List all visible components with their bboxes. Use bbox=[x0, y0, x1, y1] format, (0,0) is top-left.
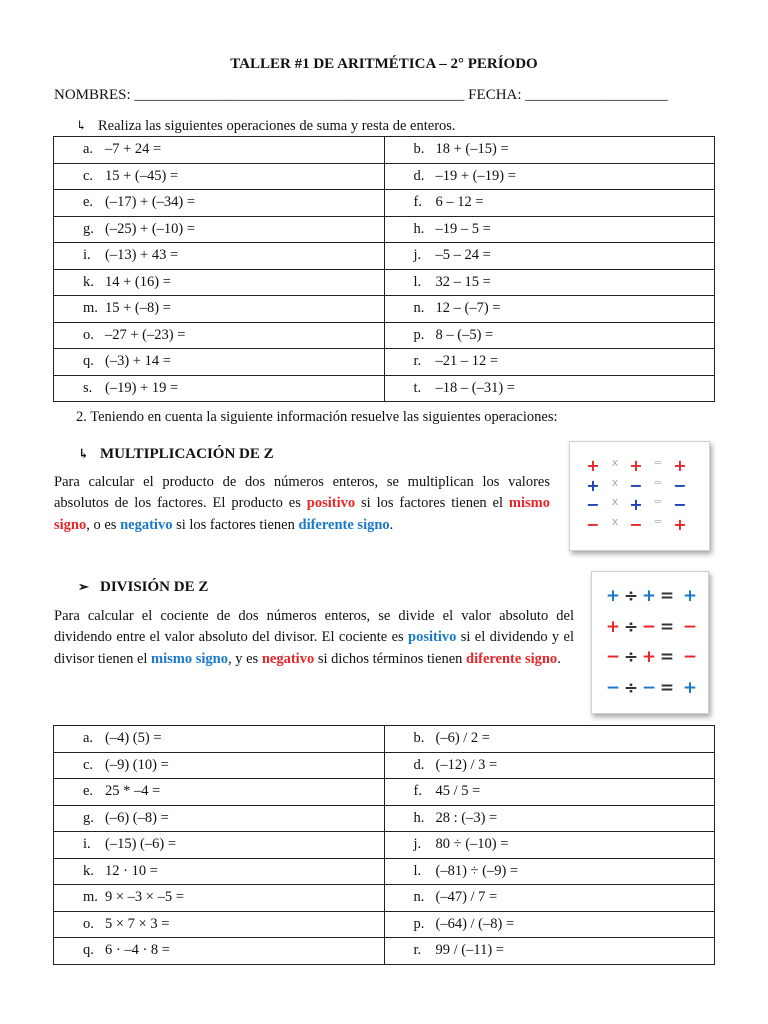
exercise-cell bbox=[54, 911, 385, 938]
exercise-cell bbox=[384, 858, 715, 885]
same-sign-word: mismo signo bbox=[151, 650, 228, 667]
text: Para calcular el cociente de dos números enteros, se divide el valor absoluto del dividendo entre el valor absoluto del divisor. El cociente es bbox=[54, 608, 574, 646]
exercise-cell bbox=[384, 726, 715, 753]
worksheet-title: TALLER #1 DE ARITMÉTICA – 2° PERÍODO bbox=[230, 56, 538, 72]
table-row bbox=[54, 349, 715, 376]
multiplication-heading bbox=[78, 446, 274, 463]
exercise-letter: p. bbox=[413, 915, 425, 932]
exercise-letter: d. bbox=[413, 167, 425, 184]
sign-rule-symbol: − bbox=[673, 475, 687, 495]
exercise-expression: 12 · 10 = bbox=[105, 862, 158, 879]
exercise-cell bbox=[54, 858, 385, 885]
exercise-cell bbox=[384, 269, 715, 296]
exercise-letter: s. bbox=[83, 379, 93, 396]
exercise-expression: 15 + (–8) = bbox=[105, 300, 171, 317]
exercise-cell bbox=[384, 349, 715, 376]
exercise-cell bbox=[384, 779, 715, 806]
exercise-cell bbox=[54, 938, 385, 965]
exercise-letter: b. bbox=[413, 730, 425, 747]
sign-rule-symbol: ÷ bbox=[623, 616, 639, 637]
table-row bbox=[54, 805, 715, 832]
exercise-expression: 45 / 5 = bbox=[435, 783, 481, 800]
exercise-letter: b. bbox=[413, 141, 425, 158]
arrow-bullet-icon: ➢ bbox=[78, 579, 89, 594]
exercise-cell bbox=[54, 216, 385, 243]
sign-rule-symbol: + bbox=[682, 677, 698, 698]
sign-rule-symbol: x bbox=[611, 456, 619, 469]
multiplication-paragraph bbox=[54, 472, 550, 536]
sign-rule-symbol: ÷ bbox=[623, 677, 639, 698]
exercise-letter: c. bbox=[83, 167, 94, 184]
exercise-letter: n. bbox=[413, 300, 425, 317]
exercise-cell bbox=[54, 375, 385, 402]
negative-word: negativo bbox=[120, 516, 173, 533]
division-title: DIVISIÓN DE Z bbox=[100, 579, 209, 595]
text: . bbox=[557, 650, 561, 667]
table-row bbox=[54, 296, 715, 323]
table-row bbox=[54, 726, 715, 753]
sign-rule-symbol: − bbox=[682, 647, 698, 667]
exercise-letter: a. bbox=[83, 141, 94, 158]
exercise-letter: q. bbox=[83, 942, 94, 959]
sign-rule-symbol: + bbox=[673, 514, 687, 534]
multiplication-title: MULTIPLICACIÓN DE Z bbox=[100, 446, 274, 462]
exercise-cell bbox=[54, 805, 385, 832]
exercise-expression: (–13) + 43 = bbox=[105, 247, 179, 264]
table-row bbox=[54, 885, 715, 912]
exercise-expression: (–3) + 14 = bbox=[105, 353, 171, 370]
table-row bbox=[54, 243, 715, 270]
table-row bbox=[54, 216, 715, 243]
sign-rule-symbol: + bbox=[605, 586, 621, 606]
text: . bbox=[389, 516, 394, 533]
exercise-cell bbox=[384, 885, 715, 912]
table-row bbox=[54, 779, 715, 806]
text: si los factores tienen bbox=[172, 516, 299, 533]
exercise-cell bbox=[384, 832, 715, 859]
exercise-cell bbox=[54, 322, 385, 349]
exercise-letter: r. bbox=[413, 942, 422, 959]
sign-rule-symbol: + bbox=[629, 495, 643, 514]
exercise-expression: 6 – 12 = bbox=[435, 194, 484, 211]
sign-rule-symbol: + bbox=[605, 616, 621, 637]
sign-rule-symbol: + bbox=[682, 586, 698, 606]
exercise-cell bbox=[384, 938, 715, 965]
exercise-letter: o. bbox=[83, 915, 94, 932]
exercise-expression: 32 – 15 = bbox=[435, 273, 491, 290]
sign-rule-symbol: − bbox=[682, 616, 698, 637]
exercise-letter: i. bbox=[83, 836, 91, 853]
exercise-expression: –7 + 24 = bbox=[105, 141, 162, 158]
exercise-letter: h. bbox=[413, 220, 425, 237]
exercise-expression: (–47) / 7 = bbox=[435, 889, 498, 906]
exercise-expression: (–17) + (–34) = bbox=[105, 194, 196, 211]
exercise-expression: (–6) / 2 = bbox=[435, 730, 490, 747]
sign-rule-symbol: − bbox=[629, 514, 643, 534]
sign-rule-symbol: − bbox=[605, 647, 621, 667]
exercise-letter: e. bbox=[83, 783, 94, 800]
sign-rule-symbol: + bbox=[586, 456, 600, 475]
division-paragraph bbox=[54, 606, 574, 670]
exercise-letter: f. bbox=[413, 194, 422, 211]
sign-rule-symbol: + bbox=[586, 475, 600, 495]
exercise-letter: t. bbox=[413, 379, 422, 396]
exercise-cell bbox=[54, 832, 385, 859]
sign-rule-symbol: − bbox=[641, 677, 657, 698]
exercise-expression: 14 + (16) = bbox=[105, 273, 171, 290]
exercise-cell bbox=[384, 243, 715, 270]
exercise-cell bbox=[54, 137, 385, 164]
sign-rule-symbol: + bbox=[629, 456, 643, 475]
sign-rule-symbol: − bbox=[586, 514, 600, 534]
exercise-expression: –19 – 5 = bbox=[435, 220, 491, 237]
exercise-expression: 8 – (–5) = bbox=[435, 326, 494, 343]
exercise-expression: –27 + (–23) = bbox=[105, 326, 186, 343]
table-row bbox=[54, 832, 715, 859]
positive-word: positivo bbox=[306, 495, 356, 512]
positive-word: positivo bbox=[408, 629, 457, 646]
exercise-cell bbox=[384, 752, 715, 779]
exercise-letter: o. bbox=[83, 326, 94, 343]
table-row bbox=[54, 190, 715, 217]
multiplication-division-table bbox=[53, 725, 715, 965]
exercise-cell bbox=[384, 216, 715, 243]
exercise-letter: l. bbox=[413, 862, 422, 879]
different-sign-word: diferente signo bbox=[298, 516, 390, 533]
exercise-expression: 99 / (–11) = bbox=[435, 942, 504, 959]
instruction-1 bbox=[76, 118, 456, 135]
exercise-letter: r. bbox=[413, 353, 422, 370]
sign-rule-symbol: − bbox=[629, 475, 643, 495]
sign-rule-symbol: + bbox=[641, 586, 657, 606]
exercise-cell bbox=[54, 269, 385, 296]
exercise-expression: –19 + (–19) = bbox=[435, 167, 516, 184]
exercise-expression: (–19) + 19 = bbox=[105, 379, 179, 396]
sign-rule-symbol: ÷ bbox=[623, 586, 639, 606]
multiplication-sign-rules-image bbox=[569, 441, 710, 551]
text: , y es bbox=[228, 650, 262, 667]
sign-rule-symbol: ÷ bbox=[623, 647, 639, 667]
sign-rule-symbol: x bbox=[611, 475, 619, 489]
exercise-letter: i. bbox=[83, 247, 91, 264]
exercise-letter: f. bbox=[413, 783, 422, 800]
exercise-letter: k. bbox=[83, 273, 94, 290]
name-date-line: NOMBRES: ____________________________________________ FECHA: ___________________ bbox=[54, 87, 668, 103]
table-row bbox=[54, 858, 715, 885]
sign-rule-symbol: = bbox=[659, 647, 675, 667]
exercise-cell bbox=[54, 243, 385, 270]
different-sign-word: diferente signo bbox=[466, 650, 558, 667]
exercise-letter: j. bbox=[413, 247, 422, 264]
table-row bbox=[54, 375, 715, 402]
sign-rule-symbol: = bbox=[659, 677, 675, 698]
exercise-letter: q. bbox=[83, 353, 94, 370]
table-row bbox=[54, 322, 715, 349]
text: si el dividendo y el divisor tienen el bbox=[54, 629, 575, 667]
sign-rule-symbol: x bbox=[611, 495, 619, 508]
exercise-letter: n. bbox=[413, 889, 425, 906]
exercise-cell bbox=[384, 296, 715, 323]
sign-rule-symbol: − bbox=[673, 495, 687, 514]
exercise-cell bbox=[384, 805, 715, 832]
sign-rule-symbol: − bbox=[641, 616, 657, 637]
exercise-cell bbox=[384, 137, 715, 164]
table-row bbox=[54, 163, 715, 190]
exercise-letter: h. bbox=[413, 809, 425, 826]
exercise-cell bbox=[54, 726, 385, 753]
exercise-expression: 80 ÷ (–10) = bbox=[435, 836, 509, 853]
exercise-cell bbox=[384, 375, 715, 402]
table-row bbox=[54, 269, 715, 296]
exercise-letter: j. bbox=[413, 836, 422, 853]
exercise-cell bbox=[54, 885, 385, 912]
sign-rule-symbol: + bbox=[673, 456, 687, 475]
exercise-cell bbox=[384, 322, 715, 349]
exercise-expression: –21 – 12 = bbox=[435, 353, 499, 370]
negative-word: negativo bbox=[261, 650, 315, 667]
exercise-expression: (–12) / 3 = bbox=[435, 756, 498, 773]
sign-rule-symbol: = bbox=[659, 616, 675, 637]
exercise-expression: 6 · –4 · 8 = bbox=[105, 942, 170, 959]
exercise-expression: 28 : (–3) = bbox=[435, 809, 498, 826]
sign-rule-symbol: x bbox=[611, 514, 619, 528]
exercise-letter: m. bbox=[83, 300, 98, 317]
division-sign-rules-image bbox=[591, 571, 709, 714]
exercise-expression: (–6) (–8) = bbox=[105, 809, 169, 826]
exercise-cell bbox=[54, 190, 385, 217]
exercise-expression: –18 – (–31) = bbox=[435, 379, 515, 396]
exercise-letter: c. bbox=[83, 756, 94, 773]
exercise-expression: (–64) / (–8) = bbox=[435, 915, 515, 932]
exercise-expression: (–15) (–6) = bbox=[105, 836, 176, 853]
exercise-expression: 5 × 7 × 3 = bbox=[105, 915, 170, 932]
exercise-letter: k. bbox=[83, 862, 94, 879]
sign-rule-symbol: − bbox=[605, 677, 621, 698]
exercise-expression: (–4) (5) = bbox=[105, 730, 162, 747]
exercise-letter: d. bbox=[413, 756, 425, 773]
exercise-expression: 12 – (–7) = bbox=[435, 300, 501, 317]
arrow-bullet-icon: ↳ bbox=[76, 118, 87, 133]
arrow-bullet-icon: ↳ bbox=[78, 446, 89, 461]
text: Para calcular el producto de dos números enteros, se multiplican los valores absolutos de los factores. El producto es bbox=[54, 474, 550, 512]
sign-rule-symbol: + bbox=[641, 647, 657, 667]
exercise-cell bbox=[54, 752, 385, 779]
text: si dichos términos tienen bbox=[314, 650, 467, 667]
exercise-letter: e. bbox=[83, 194, 94, 211]
sign-rule-symbol: = bbox=[653, 514, 663, 528]
exercise-expression: (–81) ÷ (–9) = bbox=[435, 862, 519, 879]
exercise-expression: –5 – 24 = bbox=[435, 247, 491, 264]
exercise-cell bbox=[54, 349, 385, 376]
exercise-letter: g. bbox=[83, 220, 94, 237]
table-row bbox=[54, 752, 715, 779]
exercise-letter: g. bbox=[83, 809, 94, 826]
text: , o es bbox=[86, 516, 121, 533]
instruction-2: 2. Teniendo en cuenta la siguiente información resuelve las siguientes operaciones: bbox=[76, 409, 558, 425]
exercise-cell bbox=[384, 163, 715, 190]
addition-subtraction-table bbox=[53, 136, 715, 402]
exercise-letter: p. bbox=[413, 326, 425, 343]
table-row bbox=[54, 938, 715, 965]
same-sign-word: mismo signo bbox=[54, 495, 550, 533]
exercise-expression: 18 + (–15) = bbox=[435, 141, 509, 158]
text: si los factores tienen el bbox=[355, 495, 509, 512]
exercise-cell bbox=[54, 163, 385, 190]
sign-rule-symbol: = bbox=[659, 586, 675, 606]
exercise-expression: 9 × –3 × –5 = bbox=[105, 889, 184, 906]
sign-rule-symbol: − bbox=[586, 495, 600, 514]
sign-rule-symbol: = bbox=[653, 456, 663, 469]
exercise-expression: 25 * –4 = bbox=[105, 783, 161, 800]
division-heading bbox=[78, 579, 208, 596]
exercise-letter: a. bbox=[83, 730, 94, 747]
exercise-expression: 15 + (–45) = bbox=[105, 167, 179, 184]
exercise-letter: l. bbox=[413, 273, 422, 290]
exercise-cell bbox=[384, 911, 715, 938]
exercise-cell bbox=[384, 190, 715, 217]
table-row bbox=[54, 911, 715, 938]
exercise-cell bbox=[54, 779, 385, 806]
sign-rule-symbol: = bbox=[653, 495, 663, 508]
exercise-expression: (–9) (10) = bbox=[105, 756, 169, 773]
exercise-letter: m. bbox=[83, 889, 98, 906]
table-row bbox=[54, 137, 715, 164]
exercise-expression: (–25) + (–10) = bbox=[105, 220, 196, 237]
exercise-cell bbox=[54, 296, 385, 323]
instruction-1-text: Realiza las siguientes operaciones de suma y resta de enteros. bbox=[98, 118, 456, 134]
sign-rule-symbol: = bbox=[653, 475, 663, 489]
